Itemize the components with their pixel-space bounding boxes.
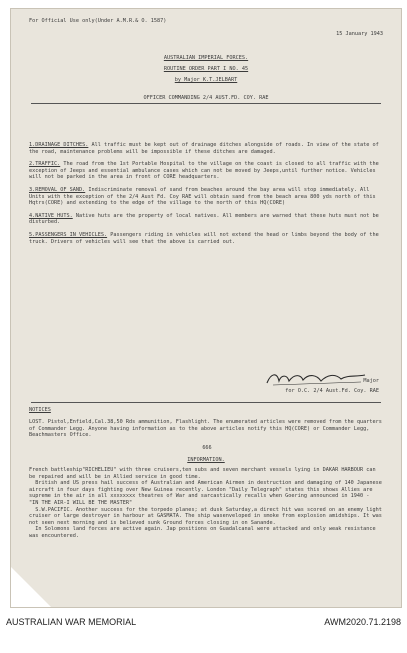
official-use-line: For Official Use only(Under A.M.R.& O. 1587)	[29, 18, 167, 24]
order-text: Native huts are the property of local natives. All members are warned that these huts must not be disturbed.	[29, 212, 379, 226]
archive-footer	[0, 610, 407, 653]
order-item	[29, 142, 385, 155]
information-heading: INFORMATION.	[187, 457, 225, 463]
order-label: 4.NATIVE HUTS.	[29, 212, 73, 219]
order-text: All traffic must be kept out of drainage ditches alongside of roads. In view of the state of the road, maintenance problems will be impossible if these ditches are damaged.	[29, 142, 379, 155]
orders-title: ROUTINE ORDER PART I NO. 45	[163, 66, 249, 72]
order-item	[29, 161, 385, 181]
order-item	[29, 187, 385, 207]
order-text: The road from the 1st Portable Hospital to the village on the coast is closed to all traffic with the exception of Jeeps and essential ambulance cases which can not be moved by Jeeps,until further notice. Vehicles will not be parked in the area in front of CORE headquarters.	[29, 161, 379, 181]
document-date: 15 January 1943	[336, 31, 383, 37]
order-item	[29, 213, 385, 226]
signature-divider	[31, 402, 381, 403]
document-sheet	[10, 8, 402, 608]
header-divider	[31, 103, 381, 104]
archive-reference: AWM2020.71.2198	[324, 617, 401, 627]
order-item	[29, 232, 385, 245]
order-label: 5.PASSENGERS IN VEHICLES.	[29, 231, 108, 238]
force-heading: AUSTRALIAN IMPERIAL FORCES.	[163, 55, 249, 61]
torn-corner	[11, 567, 51, 607]
signature-line: for O.C. 2/4 Aust.Fd. Coy. RAE	[285, 388, 379, 394]
signature-rank: Major	[363, 378, 379, 384]
notices-heading: NOTICES	[29, 407, 51, 413]
orders-author: by Major K.T.JELBART	[174, 77, 238, 83]
order-label: 3.REMOVAL OF SAND.	[29, 186, 86, 193]
handwritten-signature	[261, 369, 371, 387]
notice-code: 666	[202, 444, 212, 451]
order-label: 2.TRAFFIC.	[29, 161, 61, 168]
order-text: Passengers riding in vehicles will not extend the head or limbs beyond the body of the truck. Drivers of vehicles will see that the above is carried out.	[29, 231, 379, 245]
lost-notice	[29, 419, 385, 457]
information-text: French battleship"RICHELIEU" with three cruisers,ten subs and seven merchant vessels lying in DAKAR HARBOUR can be repaired and will be in Allied service in good time. British and US press hail success of Australian and American Airmen in destruction and damaging of 140 Japanese aircraft in four days fighting over New Guinea recently. London "Daily Telegraph" states this shows Allies are supreme in the air in all xxxxxxxx theatres of War and sarcastically recalls when Goering announced in 1940 - "IN THE AIR-I WILL BE THE MASTER" S.W.PACIFIC. Another success for the torpedo planes; at dusk Saturday,a direct hit was scored on an enemy light cruiser or large destroyer in harbour at GASMATA. The ship wasenveloped in smoke from explosion amidships. It was not seen next morning and is believed sunk Ground forces closing in on Sanande. In Solomons land forces are active again. Jap positions on Guadalcanal were attacked and only weak resistance was encountered.	[29, 467, 382, 539]
order-text: Indiscriminate removal of sand from beaches around the bay area will stop immediately. All Units with the exception of the 2/4 Aust Fd. Coy RAE will obtain sand from the beach area 800 yds north of this Hqtrs(CORE) and extending to the edge of the village to the north of this HQ(CORE)	[29, 186, 376, 207]
command-line: OFFICER COMMANDING 2/4 AUST.FD. COY. RAE	[143, 95, 269, 101]
order-label: 1.DRAINAGE DITCHES.	[29, 142, 89, 148]
orders-list	[29, 142, 385, 251]
lost-text: LOST. Pistol,Enfield,Cal.38,50 Rds ammunition, Flashlight. The enumerated articles were removed from the quarters of Commander Legg. Anyone having information as to the above articles notify this HQ(CORE) or Commander Legg, Beachmasters Office.	[29, 419, 382, 439]
routine-order-document	[11, 9, 401, 607]
archive-name: AUSTRALIAN WAR MEMORIAL	[6, 617, 137, 627]
